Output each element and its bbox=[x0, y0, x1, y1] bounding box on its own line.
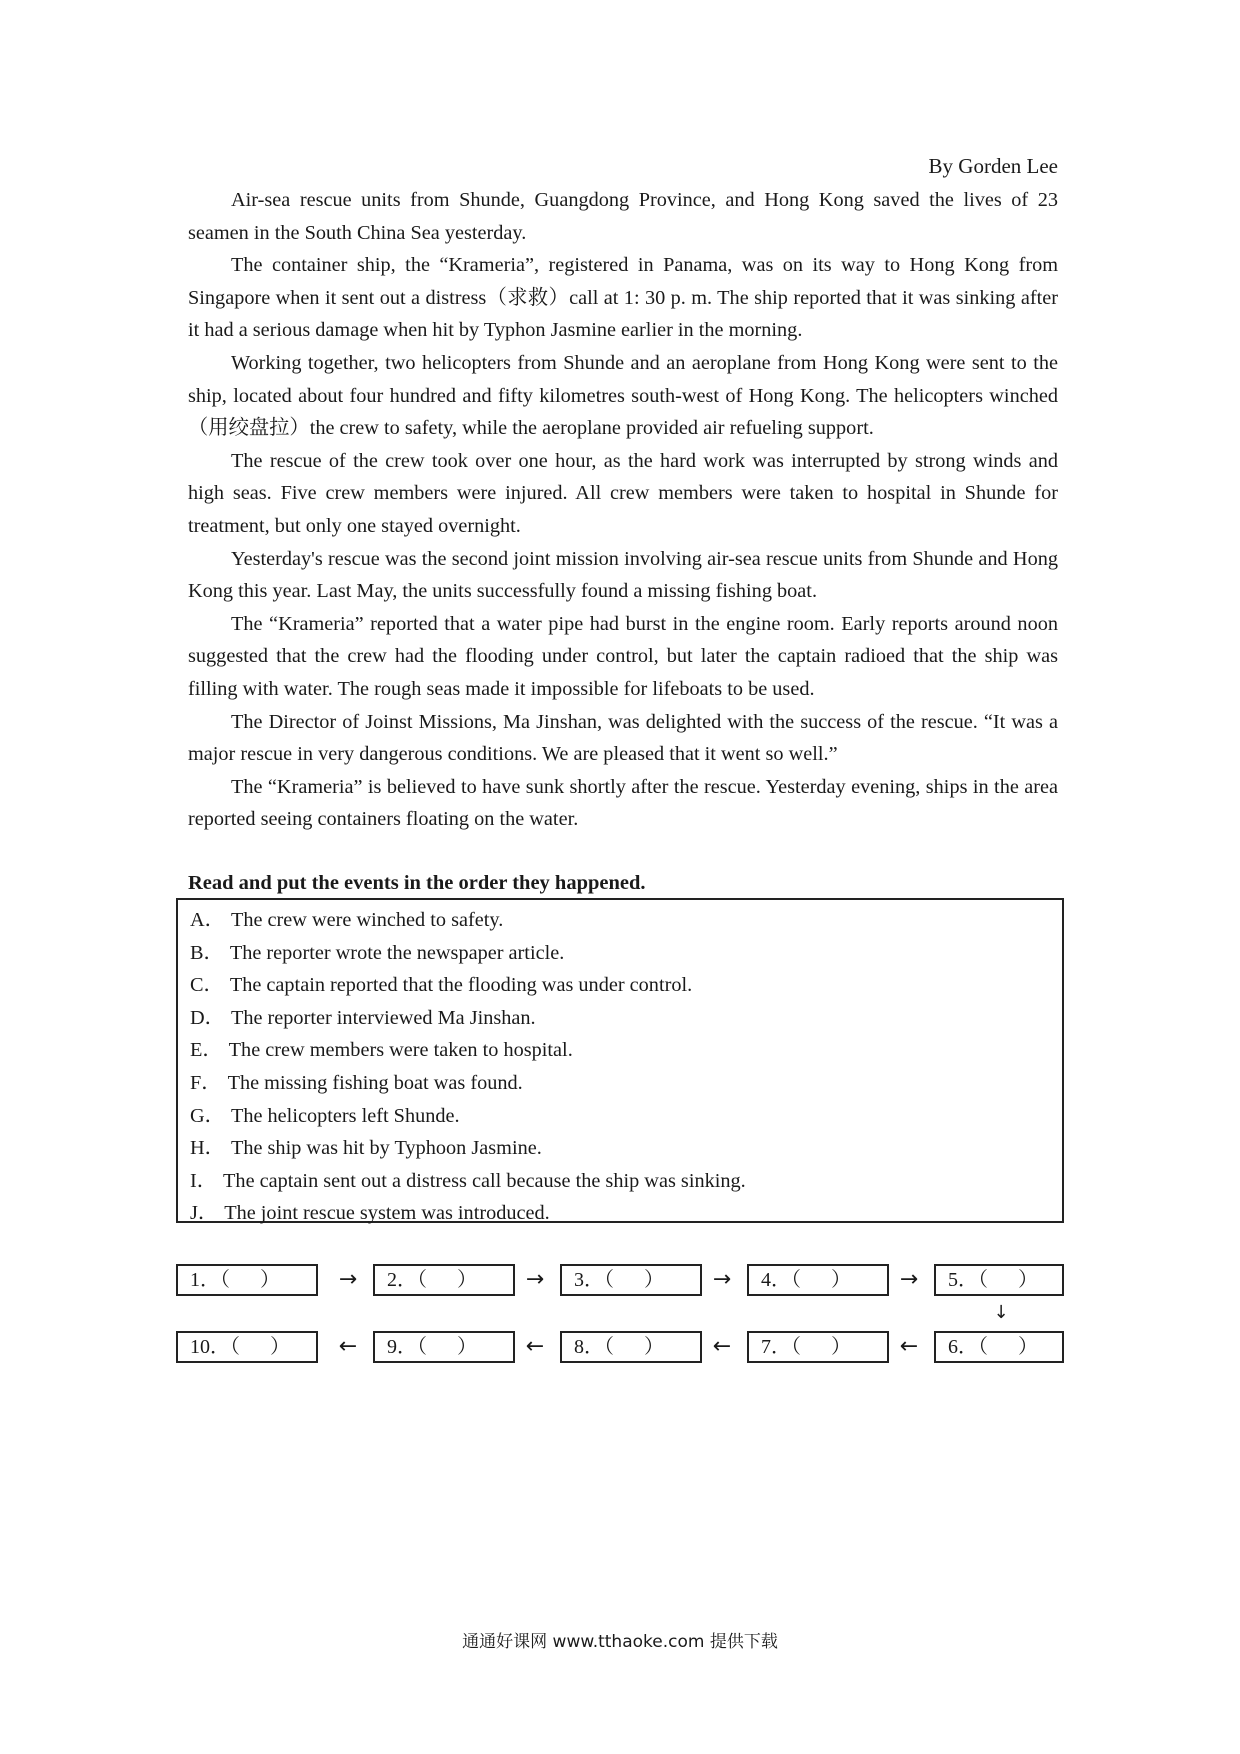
left-arrow-icon: ← bbox=[899, 1334, 919, 1359]
event-letter: H． bbox=[190, 1137, 225, 1160]
event-letter: I． bbox=[190, 1169, 218, 1192]
event-item-j bbox=[190, 1197, 1050, 1230]
event-letter: J． bbox=[190, 1202, 219, 1225]
answer-slot-2[interactable]: 2．（ ） bbox=[373, 1264, 515, 1296]
article-paragraph: The “Krameria” is believed to have sunk shortly after the rescue. Yesterday evening, ships in the area reported seeing containers floating on the water. bbox=[188, 775, 1058, 831]
left-arrow-icon: ← bbox=[338, 1334, 358, 1359]
answer-slot-3[interactable]: 3．（ ） bbox=[560, 1264, 702, 1296]
event-item-h bbox=[190, 1132, 1050, 1165]
answer-slot-6[interactable]: 6．（ ） bbox=[934, 1331, 1064, 1363]
event-text: The captain reported that the flooding was under control. bbox=[229, 974, 693, 997]
answer-slot-9[interactable]: 9．（ ） bbox=[373, 1331, 515, 1363]
right-arrow-icon: → bbox=[338, 1267, 358, 1292]
right-arrow-icon: → bbox=[525, 1267, 545, 1292]
events-list-box bbox=[176, 898, 1064, 1223]
event-letter: D． bbox=[190, 1006, 225, 1029]
event-item-i bbox=[190, 1165, 1050, 1198]
event-text: The joint rescue system was introduced. bbox=[224, 1202, 550, 1225]
event-text: The missing fishing boat was found. bbox=[227, 1071, 523, 1094]
article-paragraph: The rescue of the crew took over one hour, as the hard work was interrupted by strong winds and high seas. Five crew members were injured. All crew members were taken to hospital in Shunde for treatment, but only one stayed overnight. bbox=[188, 449, 1058, 537]
event-text: The captain sent out a distress call because the ship was sinking. bbox=[223, 1169, 746, 1192]
right-arrow-icon: → bbox=[712, 1267, 732, 1292]
event-letter: F． bbox=[190, 1071, 222, 1094]
answer-slot-1[interactable]: 1．（ ） bbox=[176, 1264, 318, 1296]
article-body bbox=[188, 184, 1058, 836]
event-text: The helicopters left Shunde. bbox=[230, 1104, 460, 1127]
article-paragraph: The “Krameria” reported that a water pipe had burst in the engine room. Early reports around noon suggested that the crew had the flooding under control, but later the captain radioed that the ship was filling with water. The rough seas made it impossible for lifeboats to be used. bbox=[188, 612, 1058, 700]
event-item-c bbox=[190, 969, 1050, 1002]
event-letter: A． bbox=[190, 909, 225, 931]
event-letter: G． bbox=[190, 1104, 225, 1127]
left-arrow-icon: ← bbox=[525, 1334, 545, 1359]
footer-watermark: 通通好课网 www.tthaoke.com 提供下载 bbox=[462, 1632, 778, 1652]
event-letter: E． bbox=[190, 1039, 223, 1062]
event-letter: B． bbox=[190, 941, 224, 964]
event-item-d bbox=[190, 1002, 1050, 1035]
byline: By Gorden Lee bbox=[928, 154, 1058, 178]
event-item-b bbox=[190, 937, 1050, 970]
event-item-e bbox=[190, 1034, 1050, 1067]
article-paragraph: The Director of Joinst Missions, Ma Jinshan, was delighted with the success of the rescue. “It was a major rescue in very dangerous conditions. We are pleased that it went so well.” bbox=[188, 710, 1058, 766]
article-paragraph: Air-sea rescue units from Shunde, Guangdong Province, and Hong Kong saved the lives of 23 seamen in the South China Sea yesterday. bbox=[188, 189, 1058, 244]
event-text: The reporter wrote the newspaper article. bbox=[229, 941, 565, 964]
event-text: The ship was hit by Typhoon Jasmine. bbox=[230, 1137, 542, 1160]
event-text: The reporter interviewed Ma Jinshan. bbox=[230, 1006, 536, 1029]
event-item-a bbox=[190, 904, 1050, 937]
event-item-g bbox=[190, 1100, 1050, 1133]
event-letter: C． bbox=[190, 974, 224, 997]
event-item-f bbox=[190, 1067, 1050, 1100]
answer-slot-8[interactable]: 8．（ ） bbox=[560, 1331, 702, 1363]
article-paragraph: Working together, two helicopters from Shunde and an aeroplane from Hong Kong were sent to the ship, located about four hundred and fifty kilometres south-west of Hong Kong. The helicopters winched（用绞盘拉）the crew to safety, while the aeroplane provided air refueling support. bbox=[188, 351, 1058, 440]
right-arrow-icon: → bbox=[899, 1267, 919, 1292]
left-arrow-icon: ← bbox=[712, 1334, 732, 1359]
article-paragraph: Yesterday's rescue was the second joint mission involving air-sea rescue units from Shunde and Hong Kong this year. Last May, the units successfully found a missing fishing boat. bbox=[188, 547, 1058, 603]
answer-slot-10[interactable]: 10．（ ） bbox=[176, 1331, 318, 1363]
answer-slot-7[interactable]: 7．（ ） bbox=[747, 1331, 889, 1363]
exercise-instruction: Read and put the events in the order they happened. bbox=[188, 872, 646, 894]
answer-slot-5[interactable]: 5．（ ） bbox=[934, 1264, 1064, 1296]
event-text: The crew were winched to safety. bbox=[230, 909, 504, 931]
down-arrow-icon: ↓ bbox=[993, 1302, 1009, 1323]
article-paragraph: The container ship, the “Krameria”, registered in Panama, was on its way to Hong Kong from Singapore when it sent out a distress（求救）call at 1: 30 p. m. The ship reported that it was sinking after it had a serious damage when hit by Typhon Jasmine earlier in the morning. bbox=[188, 254, 1058, 342]
answer-slot-4[interactable]: 4．（ ） bbox=[747, 1264, 889, 1296]
event-text: The crew members were taken to hospital. bbox=[228, 1039, 573, 1062]
